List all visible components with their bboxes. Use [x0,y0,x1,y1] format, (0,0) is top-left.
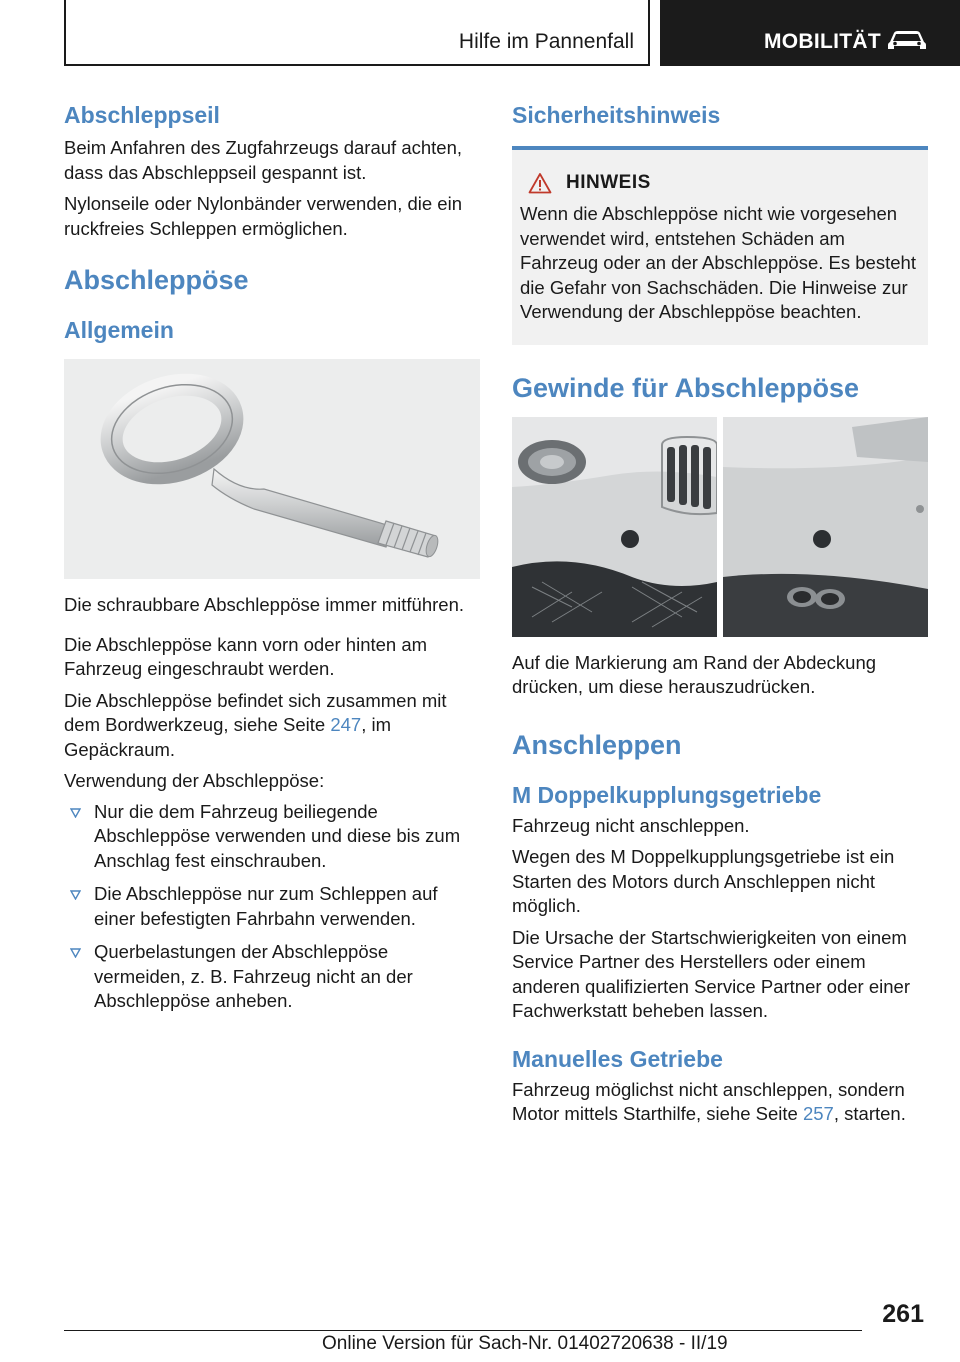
page-link-257[interactable]: 257 [802,1103,834,1124]
list-item: Querbelastungen der Abschleppöse vermeiden, z. B. Fahrzeug nicht an der Abschleppöse anheben. [64,940,480,1014]
left-column [64,100,480,1014]
notice-box [512,146,928,345]
notice-text: Wenn die Abschleppöse nicht wie vorgesehen verwendet wird, entstehen Schäden am Fahrzeug oder an der Abschleppöse. Es besteht die Gefahr von Sachschäden. Die Hinweise zur Verwendung der Abschleppöse beachten. [520,203,916,322]
usage-intro: Verwendung der Abschleppöse: [64,770,325,791]
triangle-bullet-icon [70,808,81,818]
tow-rope-heading: Abschleppseil [64,102,220,128]
dct-paragraph-3: Die Ursache der Startschwierigkeiten von einem Service Partner des Herstellers oder einem anderen qualifizierten Service Partner oder einer Fachwerkstatt beheben lassen. [512,926,910,1021]
usage-list [64,800,480,1014]
page-number: 261 [882,1300,924,1328]
tow-rope-paragraph-1: Beim Anfahren des Zugfahrzeugs darauf achten, dass das Abschleppseil gespannt ist. [64,137,463,183]
tow-eye-illustration [64,359,480,579]
safety-heading: Sicherheitshinweis [512,102,721,128]
online-version-footer: Online Version für Sach-Nr. 01402720638 - II/19 [322,1333,728,1354]
tow-rope-paragraph-2: Nylonseile oder Nylonbänder verwenden, die ein ruckfreies Schleppen ermöglichen. [64,193,462,239]
section-title: Hilfe im Pannenfall [458,30,634,53]
location-paragraph: Die Abschleppöse befindet sich zusammen mit dem Bordwerkzeug, siehe Seite 247, im Gepäckraum. [64,689,447,760]
thread-heading: Gewinde für Abschleppöse [512,372,860,403]
thread-figure [512,417,928,637]
chapter-tab [660,0,960,66]
warning-triangle-icon [528,172,552,194]
footer-divider [64,1330,862,1331]
list-item: Die Abschleppöse nur zum Schleppen auf einer befestigten Fahrbahn verwenden. [64,882,480,931]
tow-eye-heading: Abschleppöse [64,265,249,295]
notice-header [528,172,920,194]
bumper-illustration [512,417,928,637]
tow-start-heading: Anschleppen [512,729,682,760]
dct-paragraph-1: Fahrzeug nicht anschleppen. [512,814,750,836]
thread-paragraph: Auf die Markierung am Rand der Abdeckung drücken, um diese herauszudrücken. [512,651,877,697]
manual-paragraph: Fahrzeug möglichst nicht anschleppen, sondern Motor mittels Starthilfe, siehe Seite 257, starten. [512,1078,906,1124]
notice-title: HINWEIS [566,172,651,193]
tow-eye-figure [64,359,480,579]
car-icon [886,28,928,52]
general-heading: Allgemein [64,317,174,343]
triangle-bullet-icon [70,890,81,900]
right-column [512,100,928,1127]
page-link-247[interactable]: 247 [330,714,362,735]
triangle-bullet-icon [70,948,81,958]
page-header [0,0,960,66]
always-carry-paragraph: Die schraubbare Abschleppöse immer mitführen. [64,594,464,615]
manual-heading: Manuelles Getriebe [512,1045,723,1072]
dct-heading: M Doppelkupplungsgetriebe [512,781,822,808]
chapter-title: MOBILITÄT [764,30,882,53]
list-item: Nur die dem Fahrzeug beiliegende Abschleppöse verwenden und diese bis zum Anschlag fest einschrauben. [64,800,480,874]
dct-paragraph-2: Wegen des M Doppelkupplungsgetriebe ist ein Starten des Motors durch Anschleppen nicht möglich. [512,846,895,916]
front-rear-paragraph: Die Abschleppöse kann vorn oder hinten am Fahrzeug eingeschraubt werden. [64,633,428,679]
section-title-box [64,0,650,66]
